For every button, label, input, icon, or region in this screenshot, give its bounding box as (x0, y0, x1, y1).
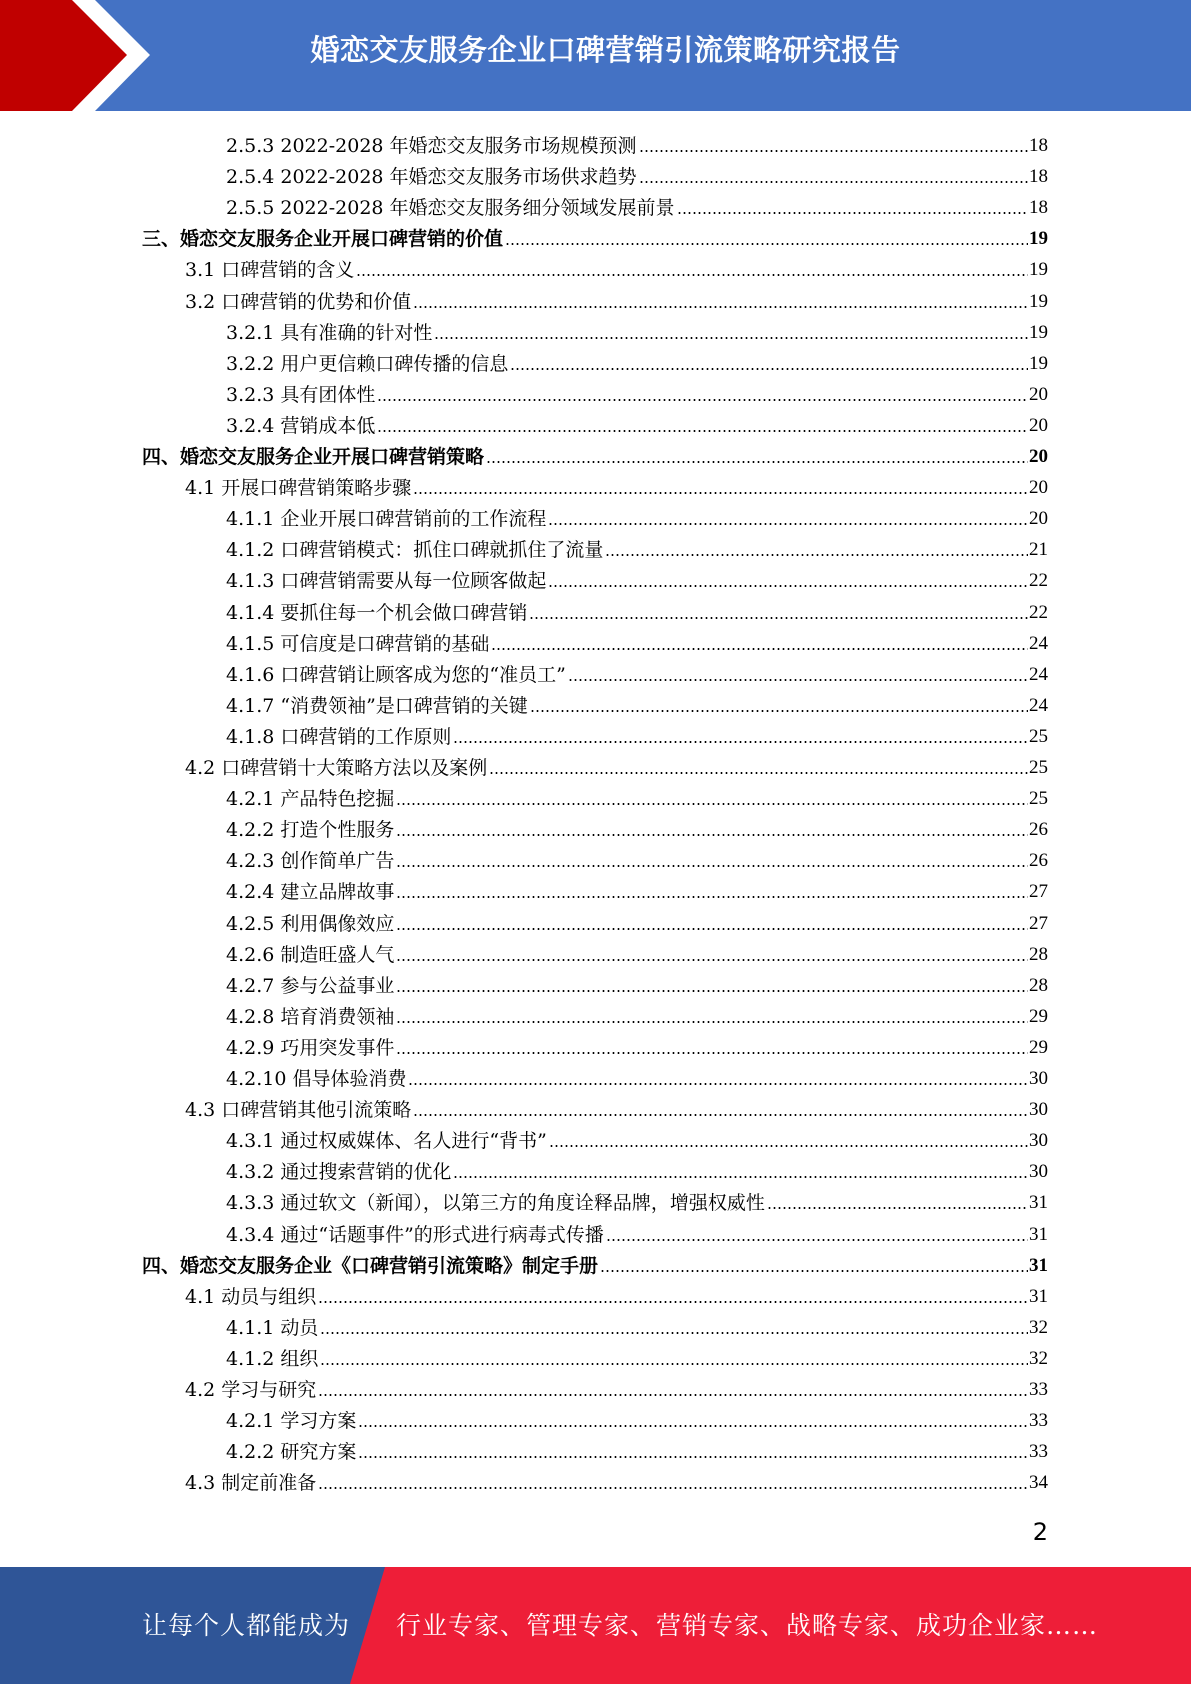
toc-dot-leader (549, 1145, 1028, 1147)
toc-entry[interactable] (226, 189, 1048, 220)
toc-dot-leader (396, 928, 1028, 930)
toc-entry[interactable] (185, 283, 1048, 314)
toc-dot-leader (408, 1083, 1028, 1085)
toc-dot-leader (530, 710, 1028, 712)
toc-entry-page: 31 (1029, 1223, 1048, 1245)
toc-entry-title: 2.5.4 2022-2028 年婚恋交友服务市场供求趋势 (226, 166, 637, 189)
toc-entry-title: 3.1 口碑营销的含义 (185, 259, 355, 282)
toc-entry-title: 4.3.4 通过“话题事件”的形式进行病毒式传播 (226, 1223, 604, 1246)
toc-entry-page: 30 (1029, 1068, 1048, 1089)
toc-dot-leader (605, 554, 1028, 556)
toc-entry-page: 30 (1029, 1130, 1048, 1152)
toc-entry-page: 29 (1029, 1036, 1048, 1058)
toc-entry-title: 4.2.10 倡导体验消费 (226, 1068, 407, 1090)
toc-dot-leader (606, 1239, 1028, 1241)
toc-entry[interactable] (226, 687, 1048, 718)
toc-entry-title: 三、婚恋交友服务企业开展口碑营销的价值 (142, 228, 504, 251)
toc-entry-title: 4.3.3 通过软文（新闻），以第三方的角度诠释品牌，增强权威性 (226, 1192, 765, 1215)
toc-entry-page: 18 (1029, 135, 1048, 156)
toc-entry-title: 4.2.6 制造旺盛人气 (226, 943, 395, 966)
toc-entry-page: 33 (1029, 1379, 1048, 1400)
toc-entry[interactable] (185, 1278, 1048, 1309)
toc-entry-title: 四、婚恋交友服务企业开展口碑营销策略 (142, 446, 485, 468)
toc-entry-page: 32 (1029, 1316, 1048, 1338)
toc-entry-page: 19 (1029, 259, 1048, 281)
footer-slogan-right: 行业专家、管理专家、营销专家、战略专家、成功企业家…… (396, 1611, 1099, 1640)
toc-entry[interactable] (226, 1309, 1048, 1340)
toc-entry-title: 四、婚恋交友服务企业《口碑营销引流策略》制定手册 (142, 1254, 599, 1277)
toc-entry-title: 4.2 学习与研究 (185, 1379, 317, 1401)
toc-dot-leader (377, 399, 1028, 401)
toc-entry[interactable] (226, 531, 1048, 562)
toc-entry-page: 25 (1029, 788, 1048, 810)
toc-entry[interactable] (226, 127, 1048, 158)
toc-entry-page: 28 (1029, 943, 1048, 965)
toc-entry[interactable] (226, 998, 1048, 1029)
toc-entry-page: 19 (1029, 321, 1048, 343)
toc-entry-page: 20 (1029, 383, 1048, 405)
toc-entry[interactable] (226, 780, 1048, 811)
toc-entry-page: 21 (1029, 539, 1048, 561)
toc-entry[interactable] (185, 251, 1048, 282)
toc-entry[interactable] (226, 1153, 1048, 1184)
toc-dot-leader (318, 1301, 1028, 1303)
toc-entry-page: 33 (1029, 1441, 1048, 1463)
page-footer (0, 1567, 1191, 1684)
toc-dot-leader (510, 368, 1028, 370)
toc-entry[interactable] (226, 376, 1048, 407)
toc-dot-leader (434, 337, 1028, 339)
toc-entry-page: 30 (1029, 1099, 1048, 1121)
footer-slogan-left: 让每个人都能成为 (142, 1611, 351, 1640)
toc-entry[interactable] (226, 811, 1048, 842)
toc-entry-title: 4.3.1 通过权威媒体、名人进行“背书” (226, 1130, 547, 1153)
toc-entry-page: 30 (1029, 1161, 1048, 1183)
toc-entry-page: 28 (1029, 974, 1048, 996)
toc-dot-leader (320, 1332, 1028, 1334)
toc-entry-page: 25 (1029, 725, 1048, 747)
toc-entry-title: 4.1.6 口碑营销让顾客成为您的“准员工” (226, 663, 566, 686)
toc-dot-leader (396, 1052, 1028, 1054)
toc-entry-page: 24 (1029, 632, 1048, 654)
toc-entry-title: 4.1.2 口碑营销模式：抓住口碑就抓住了流量 (226, 539, 604, 562)
toc-entry-title: 4.2.3 创作简单广告 (226, 850, 395, 873)
toc-dot-leader (356, 274, 1028, 276)
toc-entry-title: 3.2.3 具有团体性 (226, 383, 376, 406)
toc-dot-leader (489, 772, 1028, 774)
toc-dot-leader (453, 741, 1028, 743)
toc-entry-title: 3.2.4 营销成本低 (226, 414, 376, 437)
toc-entry-title: 4.2.8 培育消费领袖 (226, 1005, 395, 1028)
toc-dot-leader (639, 181, 1028, 183)
toc-entry-title: 3.2.2 用户更信赖口碑传播的信息 (226, 352, 509, 375)
toc-entry[interactable] (226, 905, 1048, 936)
toc-entry-title: 4.1.1 企业开展口碑营销前的工作流程 (226, 508, 547, 531)
toc-entry-page: 19 (1029, 228, 1048, 250)
toc-dot-leader (413, 1114, 1028, 1116)
toc-entry[interactable] (185, 469, 1048, 500)
toc-entry[interactable] (226, 1340, 1048, 1371)
toc-entry[interactable] (226, 314, 1048, 345)
toc-entry-page: 29 (1029, 1005, 1048, 1027)
toc-entry-title: 3.2 口碑营销的优势和价值 (185, 290, 412, 313)
toc-entry-page: 22 (1029, 570, 1048, 592)
toc-dot-leader (600, 1270, 1028, 1272)
toc-dot-leader (396, 896, 1028, 898)
toc-entry[interactable] (185, 1371, 1048, 1402)
toc-entry-title: 4.1.8 口碑营销的工作原则 (226, 725, 452, 748)
toc-entry-page: 32 (1029, 1347, 1048, 1369)
toc-entry-page: 34 (1029, 1472, 1048, 1494)
toc-entry-title: 4.1.4 要抓住每一个机会做口碑营销 (226, 601, 528, 624)
toc-entry[interactable] (226, 345, 1048, 376)
toc-dot-leader (396, 1021, 1028, 1023)
toc-dot-leader (548, 523, 1028, 525)
toc-dot-leader (377, 430, 1028, 432)
toc-dot-leader (358, 1425, 1028, 1427)
toc-entry-title: 4.3.2 通过搜索营销的优化 (226, 1161, 452, 1184)
toc-entry-title: 4.3 制定前准备 (185, 1472, 317, 1495)
toc-entry-page: 26 (1029, 850, 1048, 872)
toc-dot-leader (486, 461, 1028, 463)
toc-entry[interactable] (185, 1464, 1048, 1495)
toc-entry[interactable] (226, 842, 1048, 873)
toc-dot-leader (491, 648, 1028, 650)
toc-entry[interactable] (226, 1216, 1048, 1247)
toc-entry-page: 20 (1029, 446, 1048, 467)
toc-dot-leader (358, 1456, 1028, 1458)
toc-entry-page: 31 (1029, 1285, 1048, 1307)
toc-dot-leader (318, 1487, 1028, 1489)
toc-dot-leader (548, 585, 1028, 587)
toc-entry-title: 4.2.4 建立品牌故事 (226, 881, 395, 904)
toc-entry[interactable] (226, 562, 1048, 593)
toc-entry-page: 20 (1029, 414, 1048, 436)
toc-dot-leader (320, 1363, 1028, 1365)
toc-entry[interactable] (226, 718, 1048, 749)
toc-entry[interactable] (142, 220, 1048, 251)
toc-dot-leader (396, 803, 1028, 805)
toc-entry-page: 31 (1029, 1192, 1048, 1214)
toc-entry[interactable] (226, 1060, 1048, 1091)
toc-entry-title: 4.2.7 参与公益事业 (226, 974, 395, 997)
toc-entry-page: 18 (1029, 197, 1048, 219)
toc-entry-title: 4.1.7 “消费领袖”是口碑营销的关键 (226, 694, 528, 717)
toc-entry[interactable] (226, 500, 1048, 531)
toc-entry-page: 19 (1029, 290, 1048, 312)
toc-entry[interactable] (142, 438, 1048, 469)
toc-entry-title: 4.1.2 组织 (226, 1347, 319, 1370)
toc-entry[interactable] (226, 594, 1048, 625)
toc-entry-title: 4.1.1 动员 (226, 1316, 319, 1339)
toc-entry-title: 2.5.3 2022-2028 年婚恋交友服务市场规模预测 (226, 135, 637, 157)
toc-entry-page: 27 (1029, 912, 1048, 934)
toc-dot-leader (396, 834, 1028, 836)
toc-entry-page: 24 (1029, 694, 1048, 716)
toc-entry-title: 4.2.9 巧用突发事件 (226, 1036, 395, 1059)
toc-entry-title: 4.2.2 研究方案 (226, 1441, 357, 1464)
toc-entry-title: 4.2.5 利用偶像效应 (226, 912, 395, 935)
toc-entry[interactable] (226, 873, 1048, 904)
toc-dot-leader (413, 306, 1028, 308)
toc-dot-leader (413, 492, 1028, 494)
toc-entry-title: 2.5.5 2022-2028 年婚恋交友服务细分领域发展前景 (226, 197, 675, 220)
toc-dot-leader (396, 959, 1028, 961)
toc-entry[interactable] (226, 936, 1048, 967)
toc-entry[interactable] (226, 1433, 1048, 1464)
toc-entry[interactable] (226, 656, 1048, 687)
toc-entry[interactable] (226, 1184, 1048, 1215)
toc-dot-leader (396, 990, 1028, 992)
toc-entry-page: 26 (1029, 819, 1048, 841)
toc-entry-title: 4.2.2 打造个性服务 (226, 819, 395, 842)
toc-entry-page: 18 (1029, 166, 1048, 188)
toc-dot-leader (396, 865, 1028, 867)
toc-entry-title: 4.1 开展口碑营销策略步骤 (185, 477, 412, 500)
toc-dot-leader (453, 1176, 1028, 1178)
toc-entry-title: 4.3 口碑营销其他引流策略 (185, 1099, 412, 1122)
toc-dot-leader (677, 212, 1028, 214)
toc-entry[interactable] (226, 1029, 1048, 1060)
toc-dot-leader (568, 679, 1028, 681)
toc-entry[interactable] (226, 625, 1048, 656)
toc-entry-title: 3.2.1 具有准确的针对性 (226, 321, 433, 344)
toc-entry-page: 19 (1029, 352, 1048, 374)
toc-entry-page: 33 (1029, 1410, 1048, 1432)
toc-dot-leader (318, 1394, 1028, 1396)
toc-entry[interactable] (226, 407, 1048, 438)
toc-entry-page: 25 (1029, 757, 1048, 778)
page-header (0, 0, 1191, 111)
toc-entry-title: 4.1.3 口碑营销需要从每一位顾客做起 (226, 570, 547, 593)
toc-entry[interactable] (226, 158, 1048, 189)
toc-dot-leader (639, 150, 1028, 152)
toc-entry-page: 22 (1029, 601, 1048, 623)
toc-entry-title: 4.2.1 学习方案 (226, 1410, 357, 1433)
toc-entry-title: 4.1.5 可信度是口碑营销的基础 (226, 632, 490, 655)
toc-entry[interactable] (142, 1247, 1048, 1278)
toc-entry[interactable] (226, 1122, 1048, 1153)
toc-entry-title: 4.1 动员与组织 (185, 1285, 317, 1308)
toc-entry-page: 20 (1029, 508, 1048, 530)
toc-entry-page: 24 (1029, 663, 1048, 685)
toc-entry-title: 4.2.1 产品特色挖掘 (226, 788, 395, 811)
document-title: 婚恋交友服务企业口碑营销引流策略研究报告 (310, 33, 901, 67)
toc-entry-page: 31 (1029, 1254, 1048, 1276)
toc-entry-page: 27 (1029, 881, 1048, 903)
toc-entry[interactable] (226, 967, 1048, 998)
toc-entry-page: 20 (1029, 477, 1048, 499)
toc-entry-title: 4.2 口碑营销十大策略方法以及案例 (185, 757, 488, 779)
page-number: 2 (1032, 1518, 1048, 1546)
toc-entry[interactable] (185, 1091, 1048, 1122)
toc-dot-leader (505, 243, 1028, 245)
toc-entry[interactable] (226, 1402, 1048, 1433)
toc-dot-leader (767, 1207, 1028, 1209)
toc-entry[interactable] (185, 749, 1048, 780)
toc-dot-leader (529, 617, 1028, 619)
